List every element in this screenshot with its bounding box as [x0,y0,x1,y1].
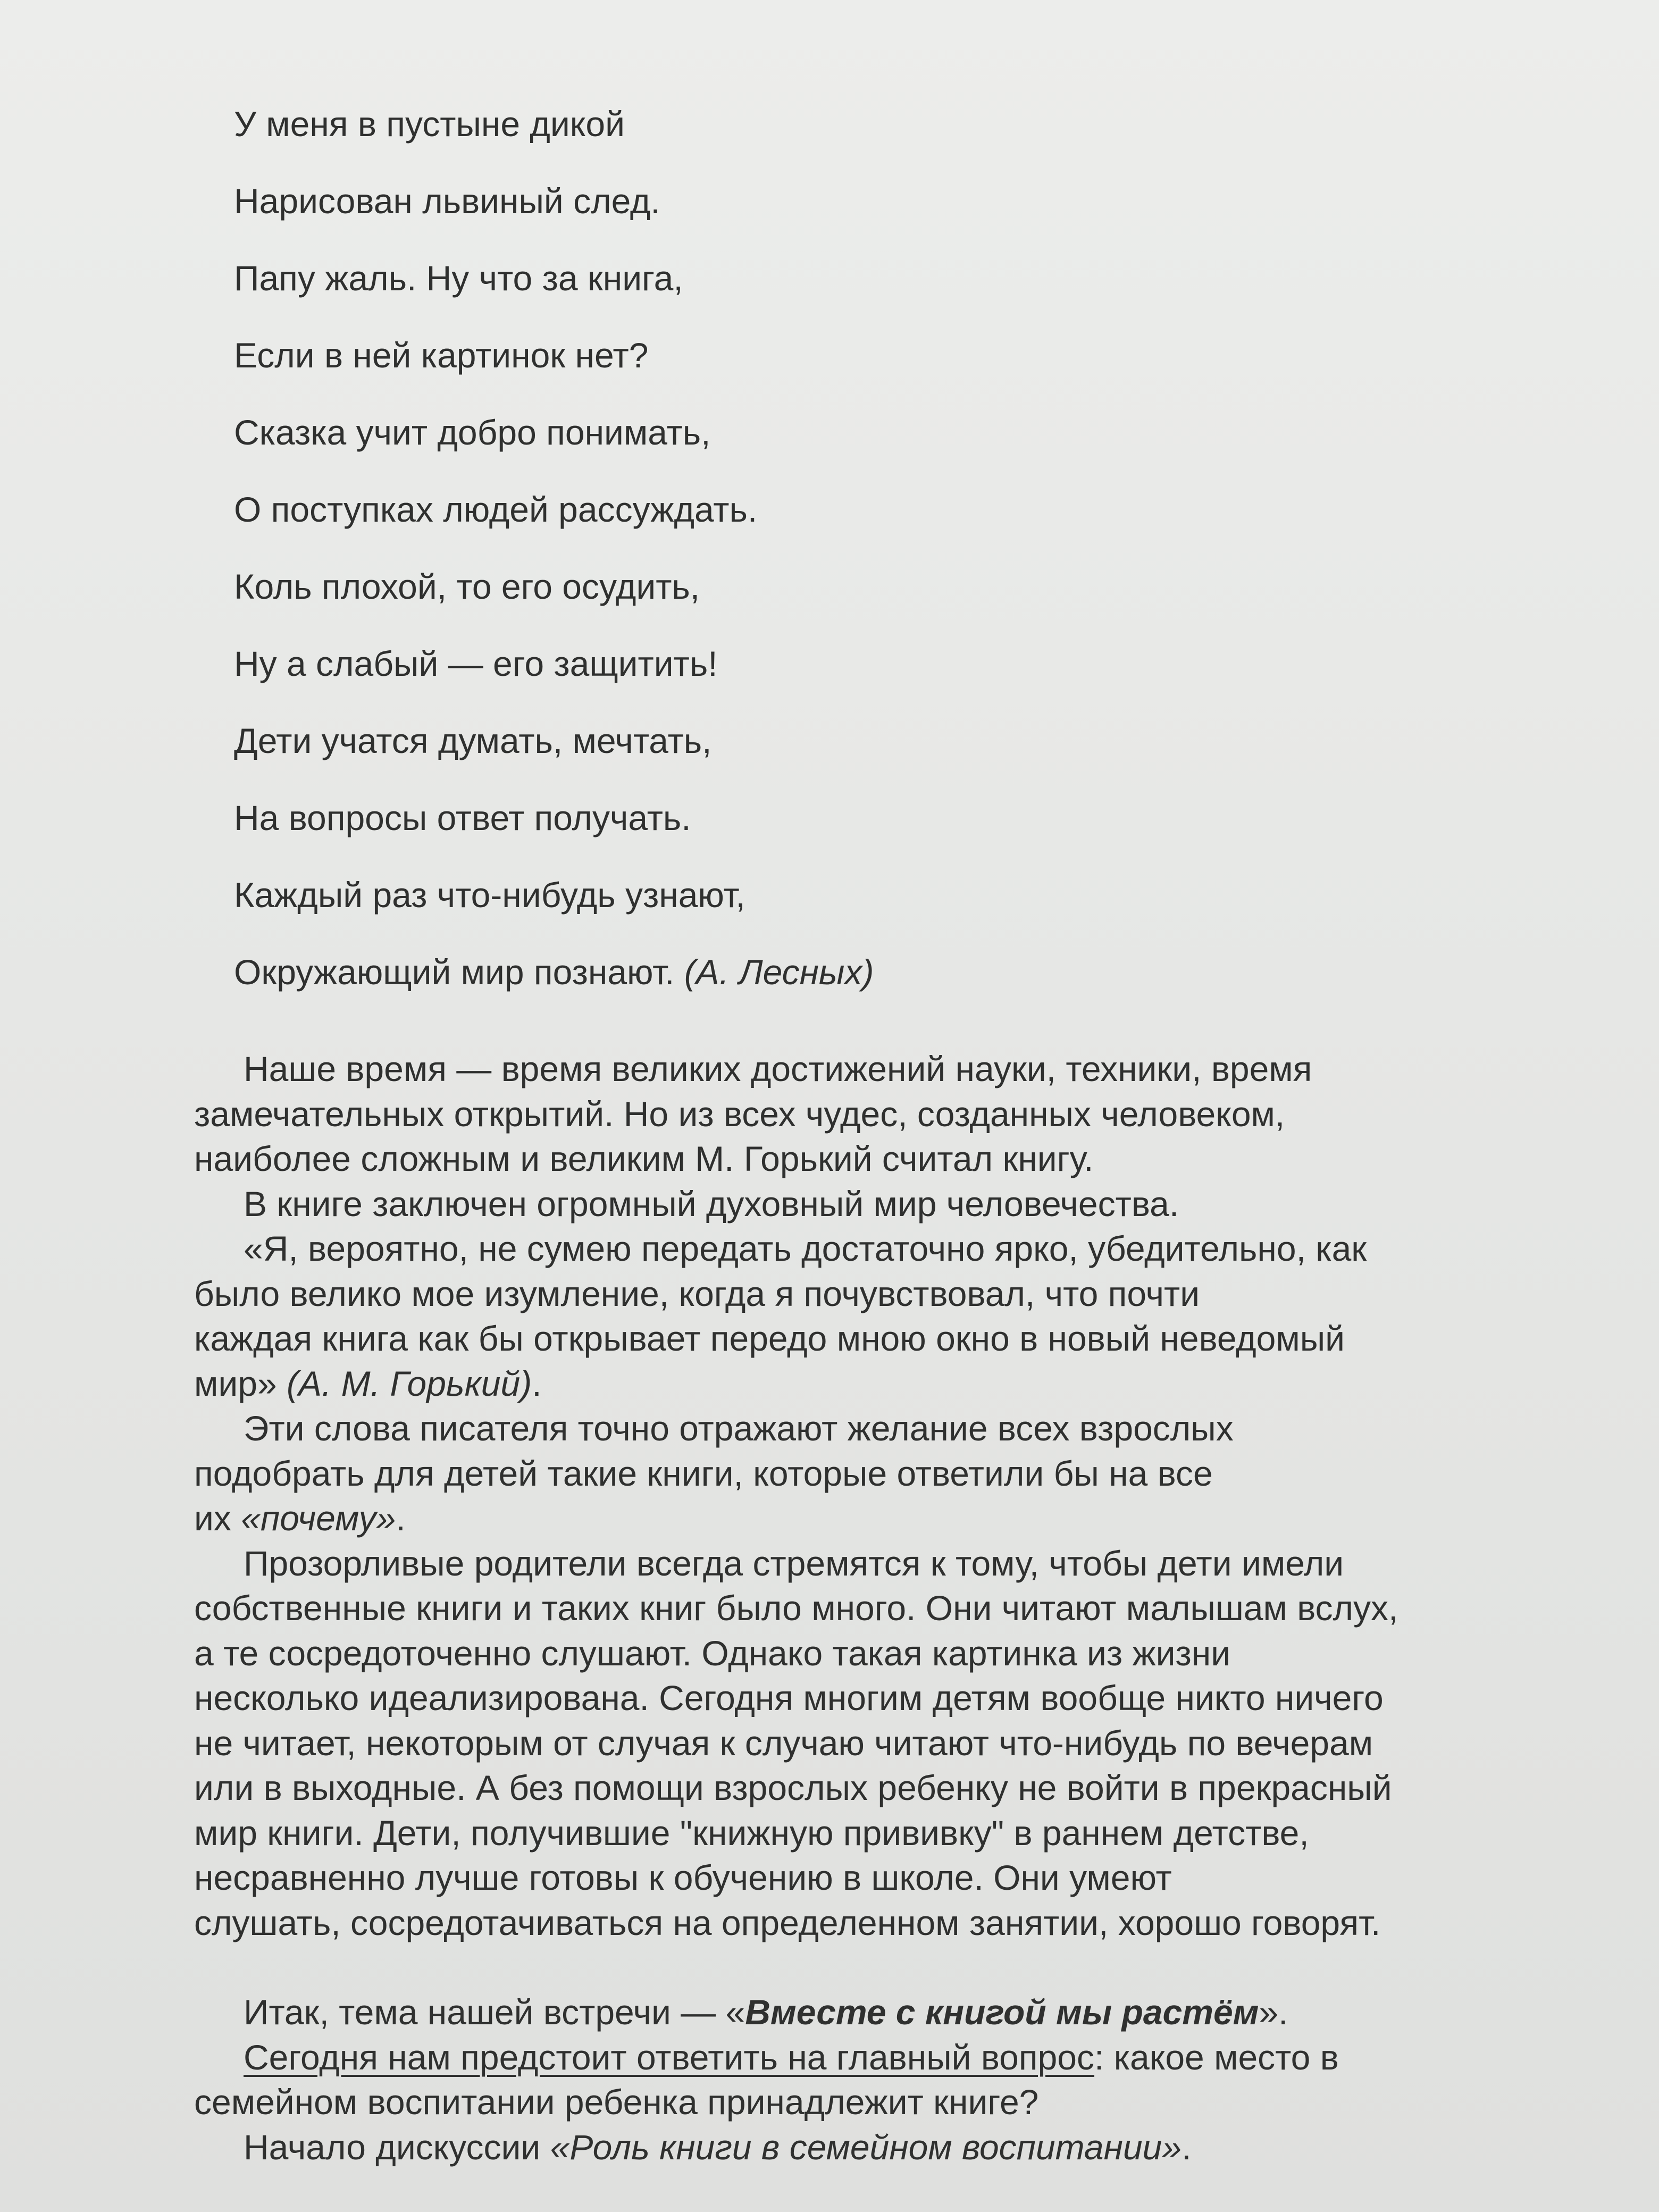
text-line: собственные книги и таких книг было много. Они читают малышам вслух, [194,1588,1398,1628]
meeting-theme [194,1990,1555,2035]
quote-author: (А. М. Горький) [287,1363,532,1403]
paragraph-1 [194,1046,1555,1182]
text-line: подобрать для детей такие книги, которые ответили бы на все [194,1453,1213,1493]
poem-line: Если в ней картинок нет? [234,336,649,375]
text-fragment: Итак, тема нашей встречи — « [244,1992,745,2032]
text-fragment: : какое место в [1094,2037,1339,2077]
paragraph-2 [194,1182,1555,1227]
text-line: Эти слова писателя точно отражают желание всех взрослых [244,1409,1234,1448]
paragraph-4 [194,1406,1555,1541]
text-line: каждая книга как бы открывает передо мною окно в новый неведомый [194,1319,1345,1358]
text-fragment: их [194,1498,231,1538]
text-line: мир» [194,1363,277,1403]
paragraph-gap [194,1945,1555,1990]
underlined-phrase: Сегодня нам предстоит ответить на главный вопрос [244,2037,1095,2077]
discussion-start [194,2125,1555,2170]
prose [194,1046,1555,2169]
poem-line: Коль плохой, то его осудить, [234,567,700,606]
text-fragment: ». [1259,1992,1288,2032]
text-line: мир книги. Дети, получившие "книжную прививку" в раннем детстве, [194,1813,1309,1853]
paragraph-3-quote [194,1226,1555,1406]
text-line: семейном воспитании ребенка принадлежит книге? [194,2082,1039,2122]
text-line: замечательных открытий. Но из всех чудес, созданных человеком, [194,1094,1285,1134]
punctuation: . [532,1363,542,1403]
text-fragment: Начало дискуссии [244,2127,541,2167]
meeting-title: Вместе с книгой мы растём [745,1992,1259,2032]
text-line: несравненно лучше готовы к обучению в школе. Они умеют [194,1858,1172,1897]
poem-line: На вопросы ответ получать. [234,798,691,837]
poem [234,106,1457,1032]
text-line: несколько идеализирована. Сегодня многим детям вообще никто ничего [194,1678,1384,1717]
italic-phrase: «почему» [241,1498,396,1538]
poem-line: У меня в пустыне дикой [234,104,625,144]
text-line: «Я, вероятно, не сумею передать достаточно ярко, убедительно, как [244,1229,1367,1268]
poem-last-line [234,954,1457,990]
text-line: наиболее сложным и великим М. Горький считал книгу. [194,1139,1094,1178]
poem-line: Папу жаль. Ну что за книга, [234,258,683,298]
poem-line: О поступках людей рассуждать. [234,490,758,529]
poem-line-text: Окружающий мир познают. [234,952,675,992]
text-line: было велико мое изумление, когда я почувствовал, что почти [194,1273,1200,1313]
discussion-title: «Роль книги в семейном воспитании» [550,2127,1182,2167]
text-line: Наше время — время великих достижений науки, техники, время [244,1049,1312,1088]
poem-line: Сказка учит добро понимать, [234,413,711,452]
text-line: а те сосредоточенно слушают. Однако такая картинка из жизни [194,1633,1231,1673]
text-line: В книге заключен огромный духовный мир человечества. [244,1184,1179,1224]
main-question [194,2035,1555,2125]
text-line: Прозорливые родители всегда стремятся к тому, чтобы дети имели [244,1543,1344,1583]
poem-line: Ну а слабый — его защитить! [234,644,718,683]
poem-line: Каждый раз что-нибудь узнают, [234,875,745,915]
punctuation: . [396,1498,406,1538]
poem-attribution: (А. Лесных) [684,952,874,992]
paragraph-5 [194,1541,1555,1946]
text-line: не читает, некоторым от случая к случаю читают что-нибудь по вечерам [194,1723,1373,1763]
poem-line: Дети учатся думать, мечтать, [234,721,712,760]
text-line: или в выходные. А без помощи взрослых ребенку не войти в прекрасный [194,1768,1392,1807]
text-line: слушать, сосредотачиваться на определенном занятии, хорошо говорят. [194,1903,1381,1942]
punctuation: . [1182,2127,1192,2167]
poem-line: Нарисован львиный след. [234,181,660,221]
